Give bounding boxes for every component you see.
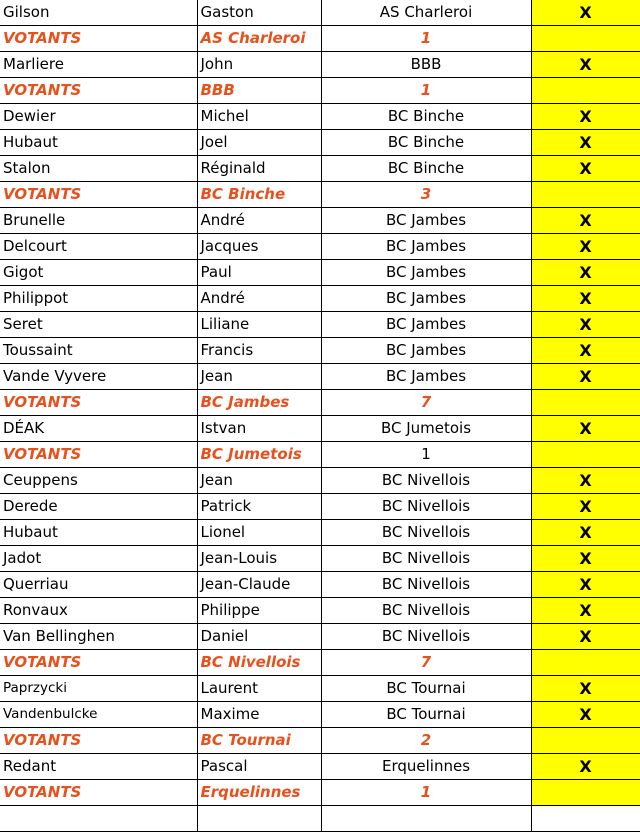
last-name-cell: Hubaut (0, 130, 197, 156)
votants-club-cell: BC Jambes (197, 390, 321, 416)
last-name-cell: Brunelle (0, 208, 197, 234)
member-row (0, 416, 640, 442)
member-row (0, 520, 640, 546)
vote-mark-cell: X (531, 572, 640, 598)
club-cell: AS Charleroi (321, 0, 531, 26)
votants-count-cell: 7 (321, 390, 531, 416)
last-name-cell: Redant (0, 754, 197, 780)
club-cell: BC Binche (321, 156, 531, 182)
first-name-cell: Gaston (197, 0, 321, 26)
club-cell: BC Jambes (321, 338, 531, 364)
club-cell: Erquelinnes (321, 754, 531, 780)
votants-club-cell: AS Charleroi (197, 26, 321, 52)
votants-club-cell: Erquelinnes (197, 780, 321, 806)
member-row (0, 156, 640, 182)
club-cell: BC Jambes (321, 234, 531, 260)
club-cell: BC Tournai (321, 702, 531, 728)
votants-subtotal-row (0, 780, 640, 806)
votants-label-cell: VOTANTS (0, 390, 197, 416)
first-name-cell: Patrick (197, 494, 321, 520)
first-name-cell: André (197, 286, 321, 312)
first-name-cell: Jean-Louis (197, 546, 321, 572)
member-row (0, 234, 640, 260)
member-row (0, 286, 640, 312)
highlight-cell (531, 26, 640, 52)
club-cell: BC Nivellois (321, 546, 531, 572)
last-name-cell: Seret (0, 312, 197, 338)
club-cell: BC Nivellois (321, 624, 531, 650)
first-name-cell: John (197, 52, 321, 78)
votants-count-cell: 1 (321, 78, 531, 104)
club-cell: BC Nivellois (321, 494, 531, 520)
member-row (0, 494, 640, 520)
club-cell: BC Nivellois (321, 598, 531, 624)
member-row (0, 260, 640, 286)
votants-club-cell: BC Jumetois (197, 442, 321, 468)
last-name-cell: Vandenbulcke (0, 702, 197, 728)
last-name-cell: Philippot (0, 286, 197, 312)
last-name-cell: Vande Vyvere (0, 364, 197, 390)
empty-cell (197, 806, 321, 832)
votants-club-cell: BC Nivellois (197, 650, 321, 676)
first-name-cell: Lionel (197, 520, 321, 546)
first-name-cell: Liliane (197, 312, 321, 338)
vote-mark-cell: X (531, 208, 640, 234)
last-name-cell: Gilson (0, 0, 197, 26)
club-cell: BC Tournai (321, 676, 531, 702)
club-cell: BC Jambes (321, 260, 531, 286)
votants-club-cell: BC Tournai (197, 728, 321, 754)
first-name-cell: Joel (197, 130, 321, 156)
member-row (0, 0, 640, 26)
vote-mark-cell: X (531, 0, 640, 26)
club-cell: BC Nivellois (321, 468, 531, 494)
club-cell: BC Jumetois (321, 416, 531, 442)
vote-mark-cell: X (531, 468, 640, 494)
member-row (0, 598, 640, 624)
first-name-cell: Maxime (197, 702, 321, 728)
first-name-cell: Michel (197, 104, 321, 130)
member-row (0, 130, 640, 156)
last-name-cell: Van Bellinghen (0, 624, 197, 650)
empty-row (0, 806, 640, 832)
member-row (0, 104, 640, 130)
votants-subtotal-row (0, 728, 640, 754)
vote-mark-cell: X (531, 364, 640, 390)
vote-mark-cell: X (531, 312, 640, 338)
last-name-cell: Derede (0, 494, 197, 520)
votants-label-cell: VOTANTS (0, 650, 197, 676)
first-name-cell: Istvan (197, 416, 321, 442)
highlight-cell (531, 780, 640, 806)
votants-label-cell: VOTANTS (0, 182, 197, 208)
vote-mark-cell: X (531, 156, 640, 182)
votants-subtotal-row (0, 182, 640, 208)
vote-mark-cell: X (531, 520, 640, 546)
vote-mark-cell: X (531, 702, 640, 728)
member-row (0, 676, 640, 702)
vote-mark-cell: X (531, 234, 640, 260)
club-cell: BC Binche (321, 130, 531, 156)
member-row (0, 468, 640, 494)
first-name-cell: Jean (197, 468, 321, 494)
votants-label-cell: VOTANTS (0, 26, 197, 52)
first-name-cell: Laurent (197, 676, 321, 702)
votants-subtotal-row (0, 442, 640, 468)
last-name-cell: Toussaint (0, 338, 197, 364)
highlight-cell (531, 728, 640, 754)
empty-cell (0, 806, 197, 832)
votants-label-cell: VOTANTS (0, 780, 197, 806)
votants-count-cell: 1 (321, 26, 531, 52)
votants-label-cell: VOTANTS (0, 78, 197, 104)
vote-mark-cell: X (531, 754, 640, 780)
highlight-cell (531, 650, 640, 676)
last-name-cell: Stalon (0, 156, 197, 182)
member-row (0, 312, 640, 338)
club-cell: BC Binche (321, 104, 531, 130)
club-cell: BC Jambes (321, 312, 531, 338)
last-name-cell: Delcourt (0, 234, 197, 260)
last-name-cell: Querriau (0, 572, 197, 598)
vote-mark-cell: X (531, 260, 640, 286)
member-row (0, 546, 640, 572)
vote-mark-cell: X (531, 52, 640, 78)
votants-count-cell: 2 (321, 728, 531, 754)
votants-subtotal-row (0, 650, 640, 676)
votants-label-cell: VOTANTS (0, 442, 197, 468)
club-cell: BBB (321, 52, 531, 78)
last-name-cell: Dewier (0, 104, 197, 130)
last-name-cell: Gigot (0, 260, 197, 286)
member-row (0, 364, 640, 390)
votants-club-cell: BBB (197, 78, 321, 104)
last-name-cell: Jadot (0, 546, 197, 572)
member-row (0, 702, 640, 728)
member-row (0, 52, 640, 78)
first-name-cell: Jean-Claude (197, 572, 321, 598)
last-name-cell: Ceuppens (0, 468, 197, 494)
votants-subtotal-row (0, 78, 640, 104)
club-cell: BC Jambes (321, 286, 531, 312)
vote-mark-cell: X (531, 676, 640, 702)
votants-count-cell: 3 (321, 182, 531, 208)
vote-mark-cell: X (531, 598, 640, 624)
vote-mark-cell: X (531, 546, 640, 572)
vote-mark-cell: X (531, 130, 640, 156)
votants-count-cell: 7 (321, 650, 531, 676)
member-row (0, 338, 640, 364)
votants-count-cell: 1 (321, 442, 531, 468)
vote-mark-cell: X (531, 416, 640, 442)
last-name-cell: Hubaut (0, 520, 197, 546)
votants-subtotal-row (0, 390, 640, 416)
last-name-cell: Ronvaux (0, 598, 197, 624)
first-name-cell: Daniel (197, 624, 321, 650)
first-name-cell: Réginald (197, 156, 321, 182)
votants-subtotal-row (0, 26, 640, 52)
highlight-cell (531, 390, 640, 416)
highlight-cell (531, 182, 640, 208)
vote-mark-cell: X (531, 494, 640, 520)
last-name-cell: Paprzycki (0, 676, 197, 702)
member-row (0, 572, 640, 598)
vote-mark-cell: X (531, 286, 640, 312)
votants-label-cell: VOTANTS (0, 728, 197, 754)
member-row (0, 624, 640, 650)
club-cell: BC Jambes (321, 364, 531, 390)
member-row (0, 208, 640, 234)
empty-cell (531, 806, 640, 832)
first-name-cell: Pascal (197, 754, 321, 780)
highlight-cell (531, 78, 640, 104)
vote-mark-cell: X (531, 338, 640, 364)
vote-mark-cell: X (531, 624, 640, 650)
highlight-cell (531, 442, 640, 468)
empty-cell (321, 806, 531, 832)
first-name-cell: Jean (197, 364, 321, 390)
first-name-cell: Paul (197, 260, 321, 286)
vote-mark-cell: X (531, 104, 640, 130)
first-name-cell: Francis (197, 338, 321, 364)
votants-count-cell: 1 (321, 780, 531, 806)
last-name-cell: DÉAK (0, 416, 197, 442)
club-cell: BC Jambes (321, 208, 531, 234)
votants-club-cell: BC Binche (197, 182, 321, 208)
member-row (0, 754, 640, 780)
first-name-cell: André (197, 208, 321, 234)
first-name-cell: Philippe (197, 598, 321, 624)
first-name-cell: Jacques (197, 234, 321, 260)
club-cell: BC Nivellois (321, 572, 531, 598)
club-cell: BC Nivellois (321, 520, 531, 546)
last-name-cell: Marliere (0, 52, 197, 78)
